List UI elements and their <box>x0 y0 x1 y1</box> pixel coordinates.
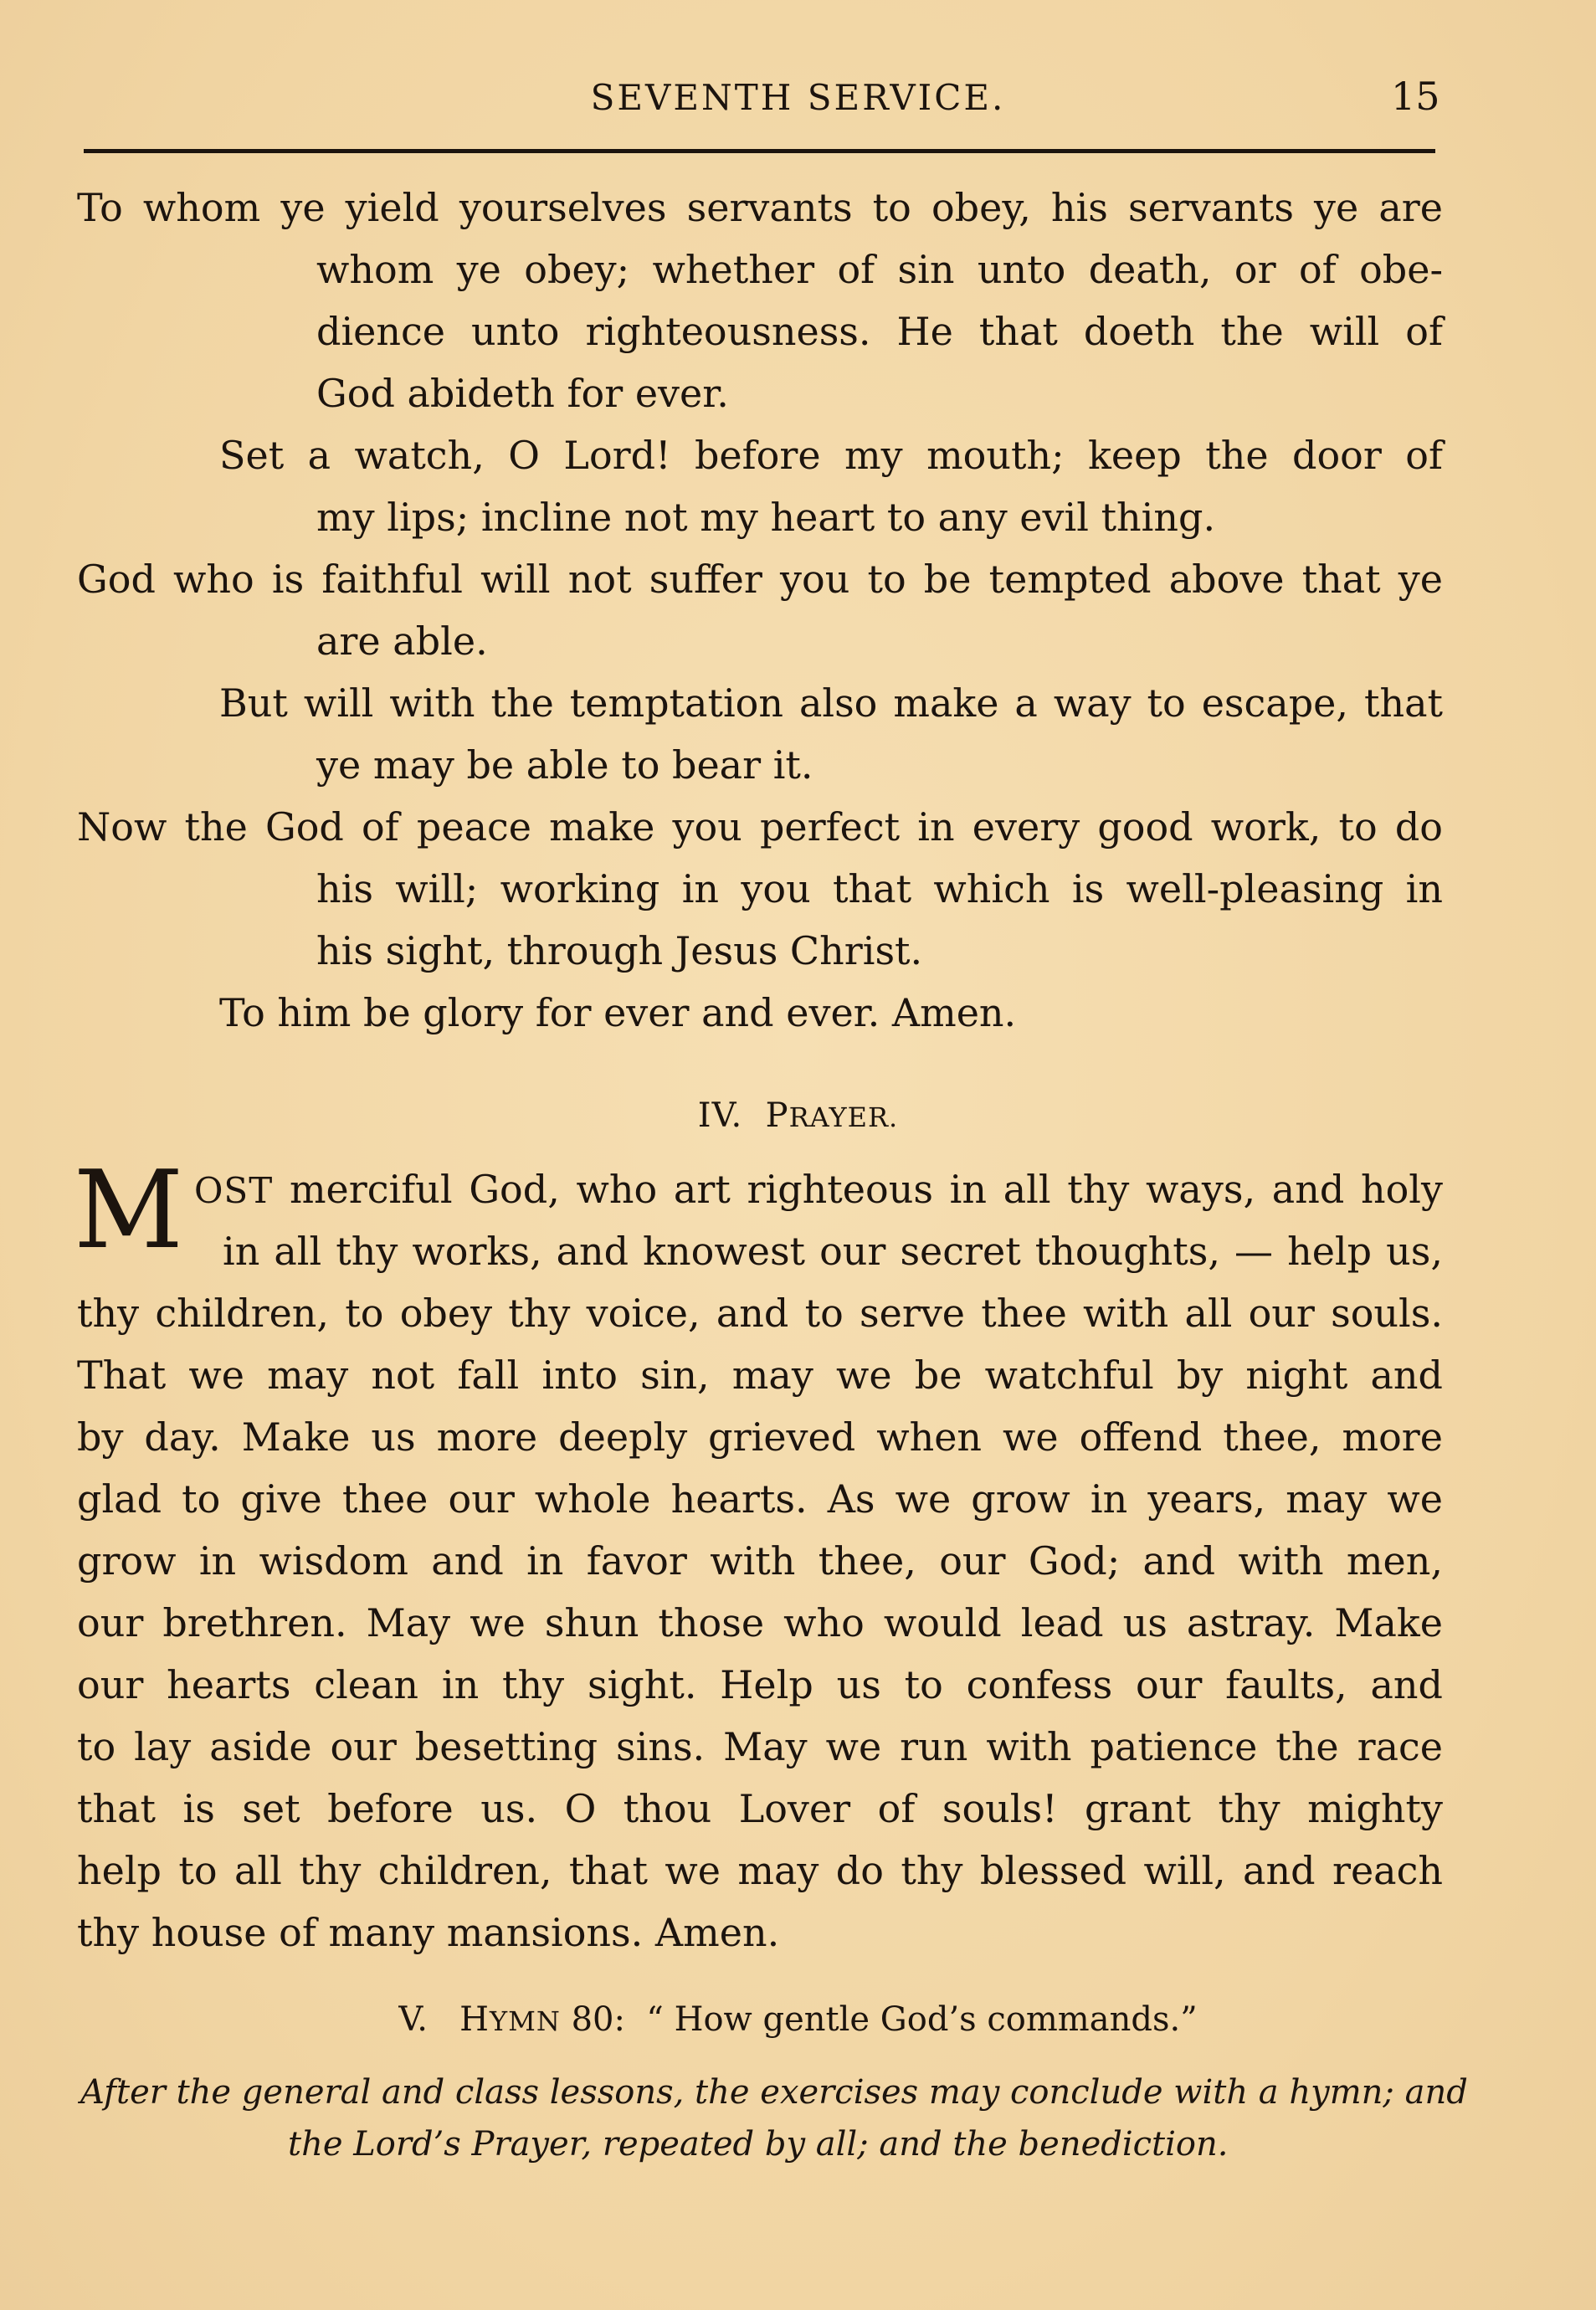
prayer-line: grow in wisdom and in favor with thee, our God; and with men, <box>77 1538 1443 1584</box>
hymn-number: 80: <box>571 2000 625 2039</box>
prayer-line: glad to give thee our whole hearts. As we grow in years, may we <box>77 1476 1443 1522</box>
prayer-line: our brethren. May we shun those who would lead us astray. Make <box>77 1600 1443 1645</box>
hymn-numeral: V. <box>398 2000 428 2039</box>
prayer-line: to lay aside our besetting sins. May we run with patience the race <box>77 1724 1443 1769</box>
response-line: Set a watch, O Lord! before my mouth; keep the door of <box>219 433 1443 478</box>
response-line: whom ye obey; whether of sin unto death, or of obe- <box>316 247 1443 292</box>
response-line: his sight, through Jesus Christ. <box>316 928 923 973</box>
page-number: 15 <box>1391 74 1440 119</box>
response-line: ye may be able to bear it. <box>316 742 813 788</box>
response-line: my lips; incline not my heart to any evil thing. <box>316 495 1216 540</box>
drop-cap: M <box>74 1148 184 1273</box>
response-line: are able. <box>316 619 488 664</box>
first-word-rest: OST <box>194 1170 274 1211</box>
running-header: SEVENTH SERVICE. <box>590 77 1006 118</box>
header-rule <box>84 149 1435 153</box>
response-line: To whom ye yield yourselves servants to obey, his servants ye are <box>77 185 1443 230</box>
hymn-line <box>0 2000 1596 2039</box>
response-line: his will; working in you that which is well-pleasing in <box>316 866 1443 911</box>
prayer-line: that is set before us. O thou Lover of souls! grant thy mighty <box>77 1786 1443 1831</box>
prayer-line: our hearts clean in thy sight. Help us to confess our faults, and <box>77 1662 1443 1707</box>
prayer-line: That we may not fall into sin, may we be watchful by night and <box>77 1353 1443 1398</box>
prayer-line: thy house of many mansions. Amen. <box>77 1910 780 1955</box>
prayer-line: in all thy works, and knowest our secret thoughts, — help us, <box>223 1229 1443 1274</box>
hymn-label: HYMN <box>459 2000 561 2039</box>
prayer-first-line <box>194 1167 1444 1212</box>
response-line: But will with the temptation also make a way to escape, that <box>219 680 1443 726</box>
section-title: PRAYER. <box>765 1096 899 1135</box>
prayer-line: by day. Make us more deeply grieved when we offend thee, more <box>77 1414 1443 1460</box>
response-line: dience unto righteousness. He that doeth the will of <box>316 309 1443 354</box>
section-numeral: IV. <box>697 1096 743 1135</box>
response-line: God who is faithful will not suffer you to be tempted above that ye <box>77 557 1443 602</box>
hymn-title: “ How gentle God’s commands.” <box>646 2000 1198 2039</box>
section-heading-prayer <box>0 1096 1596 1135</box>
first-line-rest: merciful God, who art righteous in all thy ways, and holy <box>289 1167 1444 1212</box>
response-line: To him be glory for ever and ever. Amen. <box>219 990 1017 1035</box>
response-line: Now the God of peace make you perfect in every good work, to do <box>77 804 1443 850</box>
rubric-line-2: the Lord’s Prayer, repeated by all; and the benediction. <box>288 2125 1229 2164</box>
prayer-line: help to all thy children, that we may do thy blessed will, and reach <box>77 1848 1443 1893</box>
response-line: God abideth for ever. <box>316 371 729 416</box>
rubric-line-1: After the general and class lessons, the exercises may conclude with a hymn; and <box>80 2073 1468 2112</box>
prayer-line: thy children, to obey thy voice, and to serve thee with all our souls. <box>77 1291 1443 1336</box>
